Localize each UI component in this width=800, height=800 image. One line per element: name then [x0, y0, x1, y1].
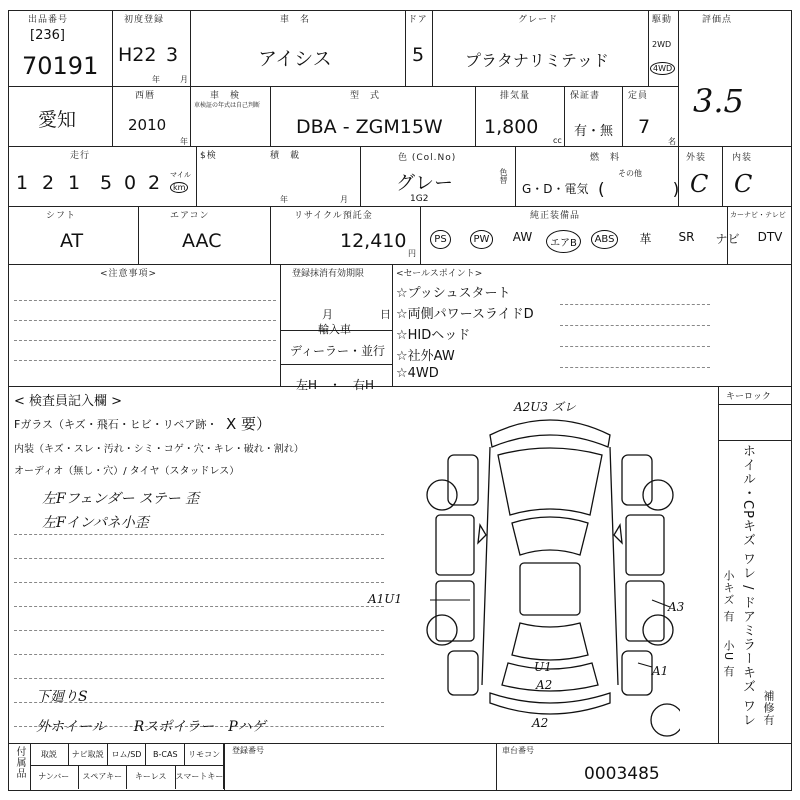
equipment-1 [461, 230, 502, 249]
mileage-digit-6: 2 [148, 172, 161, 194]
model-year: 2010 [128, 116, 167, 134]
mileage-label: 走行 [70, 151, 91, 161]
first-registration-era: H22 [118, 44, 157, 66]
equipment-8 [748, 230, 792, 244]
sales-point-label: <セールスポイント> [396, 269, 483, 279]
equipment-label-8: DTV [757, 230, 783, 244]
mile-label: マイル [170, 171, 191, 179]
accessory-top-1: ナビ取説 [69, 744, 108, 765]
door-count: 5 [412, 44, 425, 66]
exterior-label: 外装 [686, 153, 707, 163]
sales-point-0: ☆プッシュスタート [396, 286, 511, 301]
date-month-unit: 月 [340, 195, 348, 204]
equipment-4 [584, 230, 625, 249]
fglass-mark: X 要） [226, 415, 272, 433]
mileage-digit-4: 5 [100, 172, 113, 194]
carnavi-label: カーナビ・テレビ [730, 211, 786, 219]
displacement: 1,800 [484, 116, 539, 138]
mark-rear-a2: A2 [536, 678, 553, 692]
accessory-top-2: ロム/SD [108, 744, 147, 765]
chassis-number-label: 車台番号 [502, 746, 534, 755]
displacement-unit: cc [553, 136, 562, 145]
equipment-label-7: ナビ [715, 232, 740, 246]
sales-point-1: ☆両側パワースライドD [396, 307, 534, 322]
accessory-label: 付属品 [14, 746, 25, 779]
fuel-label: 燃 料 [590, 153, 621, 163]
sales-points [396, 282, 696, 387]
first-registration-month: 3 [166, 44, 179, 66]
color-label: 色 (Col.No) [398, 153, 457, 163]
import-label: 輸入車 [318, 323, 351, 336]
capacity-unit: 名 [668, 137, 676, 146]
accessory-row-top [30, 744, 224, 765]
equipment-6 [666, 230, 707, 244]
equipment-label-1: PW [470, 230, 494, 249]
accessory-bottom-0: ナンバー [30, 766, 79, 789]
lot-number-label: 出品番号 [28, 15, 69, 25]
exterior-grade: C [690, 170, 709, 198]
equipment-2 [502, 230, 543, 244]
equipment-7 [707, 230, 748, 247]
registration-number-label: 登録番号 [232, 746, 264, 755]
side-sub-2: 小U 有 [722, 640, 735, 678]
shift-label: シフト [46, 211, 77, 221]
recycle-label: リサイクル預託金 [294, 211, 373, 221]
inspection-note-1: 左Fフェンダー ステー 歪 [42, 491, 200, 507]
fuel-other-label: その他 [618, 169, 642, 178]
fuel-other-paren: ( ) [598, 180, 680, 200]
accessory-top-3: B-CAS [146, 744, 185, 765]
sales-point-2: ☆HIDヘッド [396, 328, 471, 343]
inspection-title: < 検査員記入欄 > [14, 394, 123, 409]
equipment-label-5: 革 [639, 232, 652, 246]
bottom-note-2: 外ホイール Rスポイラー Pハゲ [36, 719, 266, 735]
year-unit: 年 [152, 75, 160, 84]
ac-label: エアコン [170, 211, 210, 221]
lot-number: 70191 [22, 52, 99, 80]
equipment-5 [625, 230, 666, 247]
drive-4wd-circled: 4WD [650, 62, 675, 75]
yen-unit: 円 [408, 249, 416, 258]
interior-grade: C [734, 170, 753, 198]
date-year-unit: 年 [280, 195, 288, 204]
accessory-top-4: リモコン [185, 744, 224, 765]
equipment-label-4: ABS [591, 230, 619, 249]
capacity: 7 [638, 116, 651, 138]
sales-point-3: ☆社外AW [396, 349, 455, 364]
interior-condition-line: 内装（キズ・スレ・汚れ・シミ・コゲ・穴・キレ・破れ・割れ） [14, 444, 304, 455]
evaluation-label: 評価点 [702, 15, 733, 25]
model-code: DBA - ZGM15W [296, 116, 443, 138]
model-type-label: 型 式 [350, 91, 381, 101]
mileage-digit-5: 0 [124, 172, 137, 194]
grade-label: グレード [518, 15, 559, 25]
color-name: グレー [396, 172, 454, 194]
equipment-3 [543, 230, 584, 253]
equipment-label-2: AW [512, 230, 533, 244]
mark-left-door: A1U1 [368, 592, 403, 606]
evaluation-score: 3.5 [693, 82, 744, 120]
displacement-label: 排気量 [500, 91, 531, 101]
mark-right-rear: A3 [668, 600, 685, 614]
km-circled: km [170, 182, 188, 193]
accessory-row-bottom [30, 766, 224, 789]
shaken-note: 車検証の年式は自己判断 [194, 102, 261, 109]
audio-tire-line: オーディオ（無し・穴）/ タイヤ（スタッドレス） [14, 466, 240, 477]
mileage-digit-1: 1 [16, 172, 38, 194]
recycle-fee: 12,410 [340, 230, 407, 252]
warranty-label: 保証書 [570, 91, 601, 101]
interior-label: 内装 [732, 153, 753, 163]
model-year-unit: 年 [180, 137, 188, 146]
equipment-label-0: PS [430, 230, 450, 249]
mileage-digit-3: 1 [68, 172, 81, 194]
drive-label: 駆動 [652, 15, 673, 25]
accessory-bottom-2: キーレス [127, 766, 176, 789]
region: 愛知 [38, 109, 77, 131]
shaken-label: 車 検 [210, 91, 241, 101]
fuel-options: G・D・電気 [522, 182, 589, 196]
caution-label: <注意事項> [100, 269, 158, 279]
car-name: アイシス [258, 48, 332, 70]
equipment-label: 純正装備品 [530, 211, 581, 221]
side-sub-1: 小キズ 有 [722, 570, 735, 623]
month-unit: 月 [180, 75, 188, 84]
mark-right-a1: A1 [652, 664, 669, 678]
chassis-number: 0003485 [584, 764, 660, 784]
load-label: 積 載 [270, 151, 301, 161]
deadline-month-label: 月 [322, 308, 333, 321]
drive-2wd: 2WD [652, 40, 672, 49]
equipment-list [420, 222, 792, 262]
registration-deadline-label: 登録抹消有効期限 [292, 269, 365, 279]
mark-rear-u1: U1 [534, 660, 552, 674]
capacity-label: 定員 [628, 91, 649, 101]
steering-label: 左H ・ 右H [296, 378, 375, 392]
side-sub-3: 補修有 [762, 690, 775, 726]
mileage-digit-2: 2 [42, 172, 55, 194]
model-year-label: 西暦 [135, 91, 156, 101]
inspection-note-2: 左Fインパネ小歪 [42, 515, 149, 531]
deadline-day-label: 日 [380, 308, 391, 321]
equipment-0 [420, 230, 461, 249]
accessory-top-0: 取説 [30, 744, 69, 765]
equipment-label-3: エアB [546, 230, 581, 253]
lot-sub-number: [236] [30, 28, 65, 43]
accessory-bottom-3: スマートキー [176, 766, 225, 789]
color-change-label: 色替 [499, 168, 508, 184]
bottom-note-1: 下廻りS [36, 689, 88, 705]
mark-bumper-a2: A2 [532, 716, 549, 730]
ac: AAC [182, 230, 222, 252]
shift: AT [60, 230, 84, 252]
fglass-line: Fガラス（キズ・飛石・ヒビ・リペア跡・ [14, 418, 218, 431]
door-label: ドア [408, 15, 428, 25]
first-registration-label: 初度登録 [124, 15, 165, 25]
warranty: 有・無 [574, 124, 614, 139]
side-legend: ホイル・CPキズ ワレ / ドアミラーキズ ワレ [740, 444, 755, 727]
accessory-bottom-1: スペアキー [79, 766, 128, 789]
dealer-label: ディーラー・並行 [290, 344, 386, 358]
color-code: 1G2 [410, 194, 429, 204]
grade: プラタナリミテッド [465, 51, 609, 70]
date-label-small: $検 [200, 151, 217, 161]
equipment-label-6: SR [678, 230, 695, 244]
sales-point-4: ☆4WD [396, 366, 439, 381]
car-name-label: 車 名 [280, 15, 311, 25]
keylock-label: キーロック [726, 392, 771, 402]
mark-front: A2U3 ズレ [514, 400, 576, 414]
